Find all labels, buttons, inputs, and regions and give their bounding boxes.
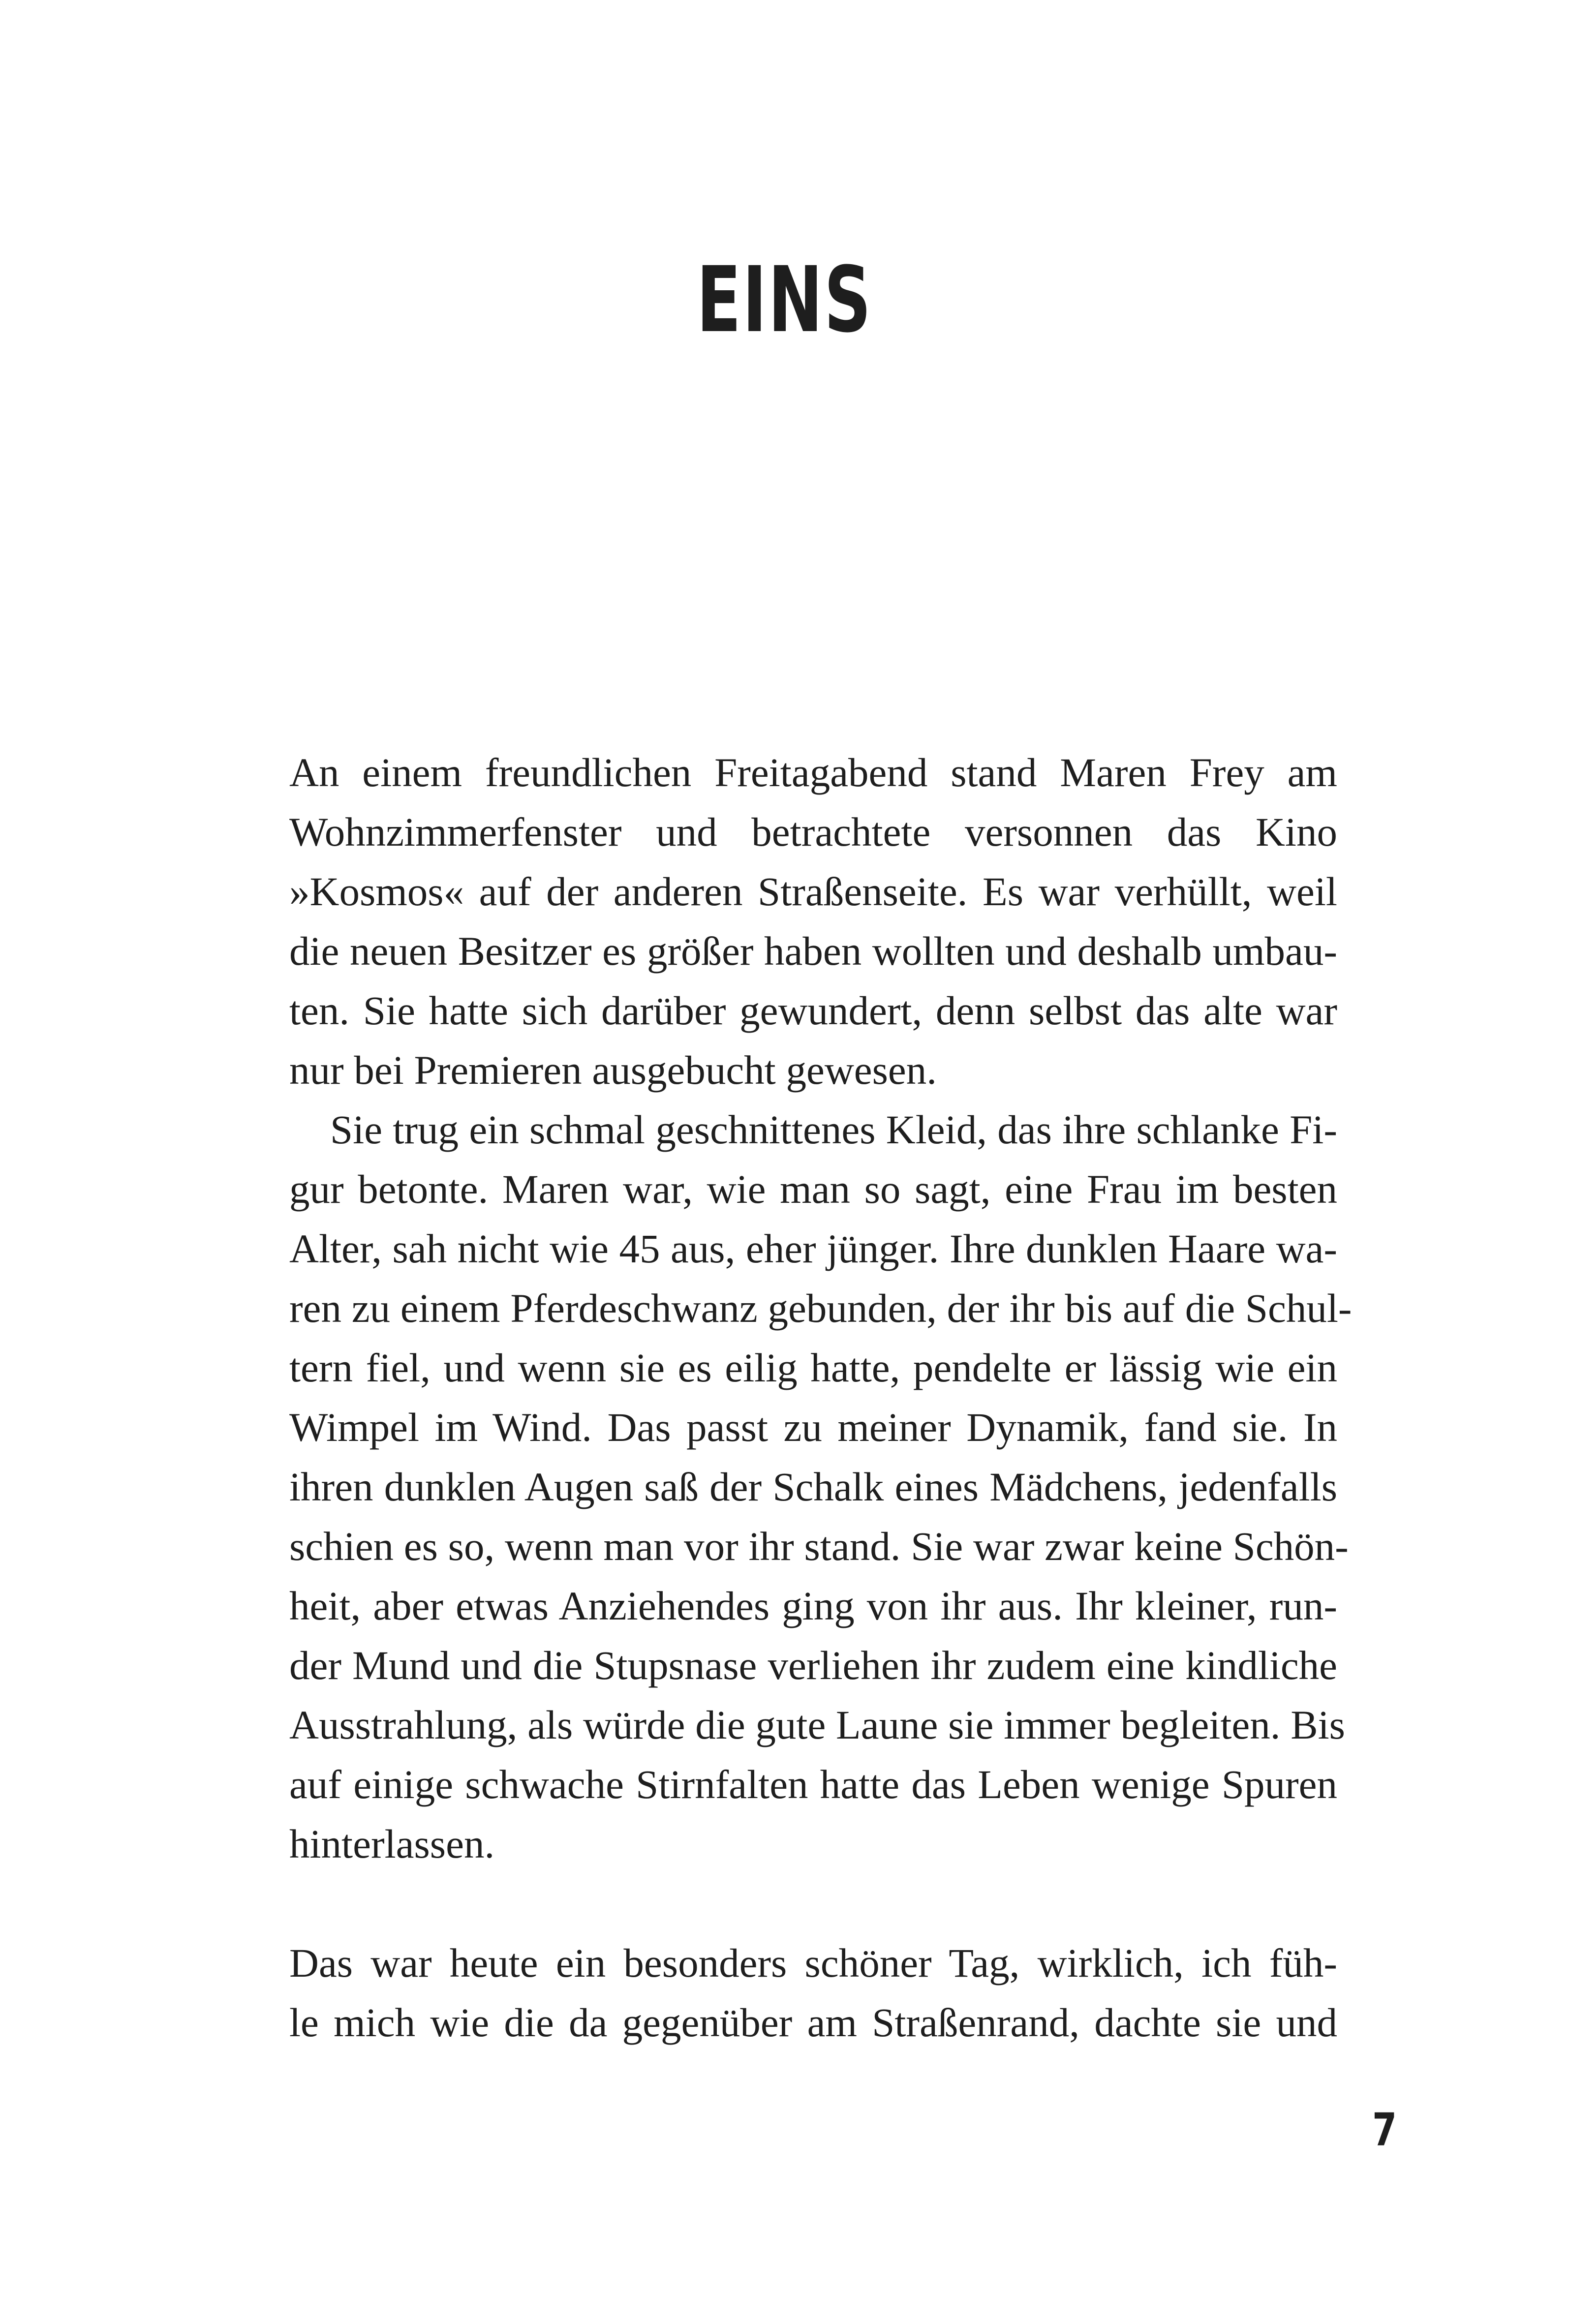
paragraph-3	[289, 1933, 1337, 2052]
text-line: ten. Sie hatte sich darüber gewundert, denn selbst das alte war	[289, 988, 1337, 1033]
text-line: auf einige schwache Stirnfalten hatte das Leben wenige Spuren	[289, 1762, 1337, 1807]
text-line: An einem freundlichen Freitagabend stand Maren Frey am	[289, 750, 1337, 795]
text-line: heit, aber etwas Anziehendes ging von ihr aus. Ihr kleiner, run-	[289, 1583, 1337, 1628]
text-line: Alter, sah nicht wie 45 aus, eher jünger. Ihre dunklen Haare wa-	[289, 1226, 1337, 1271]
text-line: Wohnzimmerfenster und betrachtete versonnen das Kino	[289, 809, 1337, 855]
chapter-title: EINS	[696, 247, 873, 353]
text-line: Sie trug ein schmal geschnittenes Kleid, das ihre schlanke Fi-	[330, 1107, 1337, 1152]
text-line: ren zu einem Pferdeschwanz gebunden, der ihr bis auf die Schul-	[289, 1285, 1352, 1331]
text-line: ihren dunklen Augen saß der Schalk eines Mädchens, jedenfalls	[289, 1464, 1337, 1509]
text-line: tern fiel, und wenn sie es eilig hatte, pendelte er lässig wie ein	[289, 1345, 1337, 1390]
text-line: hinterlassen.	[289, 1821, 495, 1866]
text-line: le mich wie die da gegenüber am Straßenrand, dachte sie und	[289, 2000, 1337, 2045]
text-line: »Kosmos« auf der anderen Straßenseite. Es war verhüllt, weil	[289, 869, 1337, 914]
page-number: 7	[1372, 2104, 1397, 2156]
text-line: Das war heute ein besonders schöner Tag, wirklich, ich füh-	[289, 1940, 1337, 1986]
section-break	[289, 1874, 1337, 1933]
body-text	[289, 743, 1352, 2052]
text-line: gur betonte. Maren war, wie man so sagt, eine Frau im besten	[289, 1166, 1337, 1212]
text-line: nur bei Premieren ausgebucht gewesen.	[289, 1047, 937, 1093]
paragraph-2	[289, 1100, 1352, 1874]
text-line: Wimpel im Wind. Das passt zu meiner Dynamik, fand sie. In	[289, 1405, 1337, 1450]
text-line: die neuen Besitzer es größer haben wollten und deshalb umbau-	[289, 928, 1337, 974]
paragraph-1	[289, 743, 1337, 1100]
text-line: Ausstrahlung, als würde die gute Laune sie immer begleiten. Bis	[289, 1702, 1345, 1747]
text-line: der Mund und die Stupsnase verliehen ihr zudem eine kindliche	[289, 1643, 1337, 1688]
text-line: schien es so, wenn man vor ihr stand. Sie war zwar keine Schön-	[289, 1524, 1349, 1569]
